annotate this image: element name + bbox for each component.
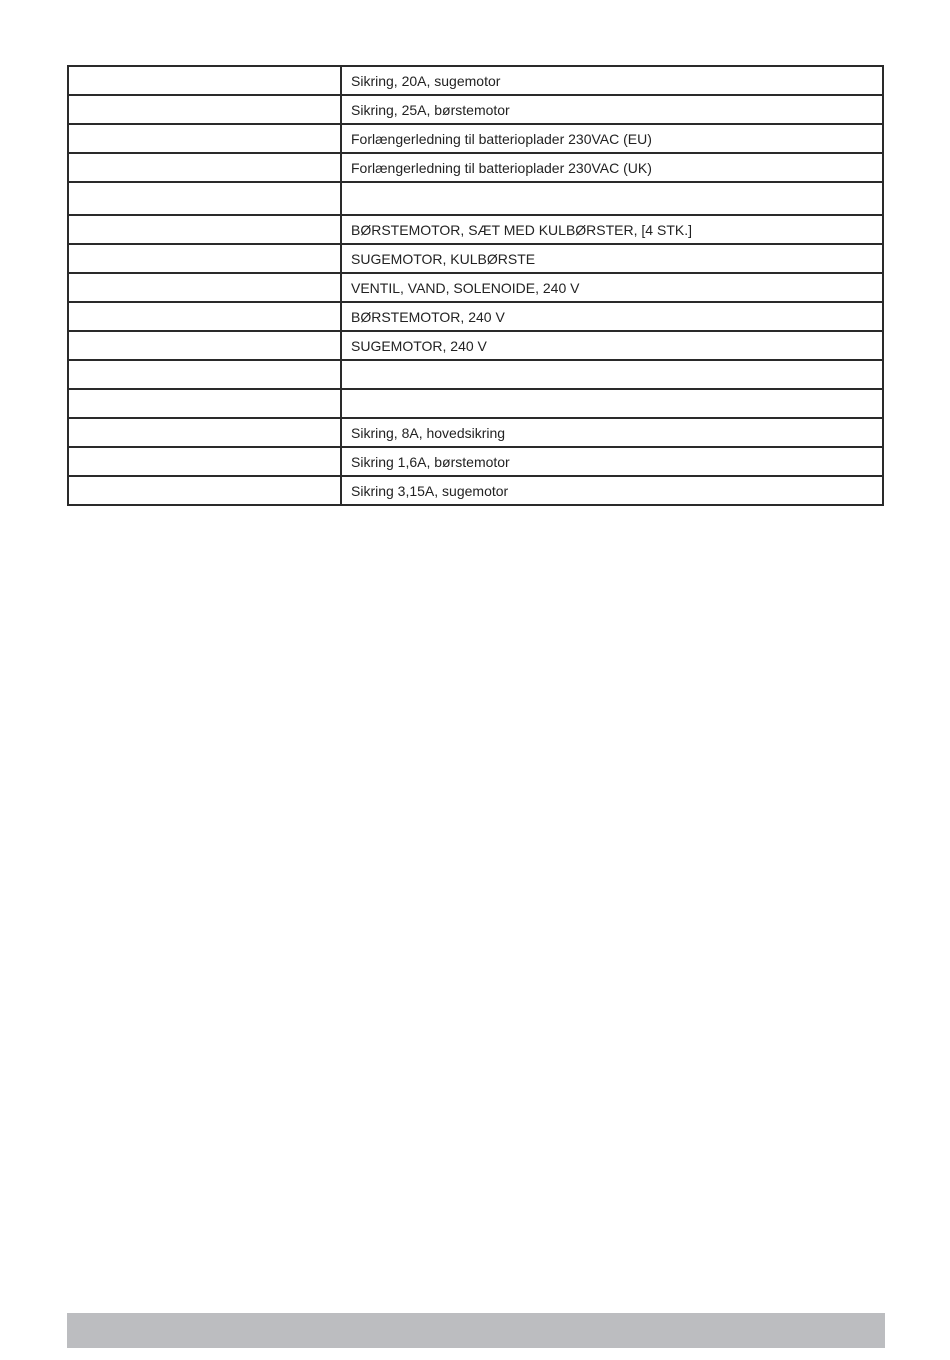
description-cell <box>341 182 883 215</box>
description-cell: Sikring, 25A, børstemotor <box>341 95 883 124</box>
part-number-cell <box>68 182 341 215</box>
part-number-cell <box>68 360 341 389</box>
table-row <box>68 360 883 389</box>
table-row <box>68 302 883 331</box>
parts-table <box>67 65 884 506</box>
part-number-cell <box>68 331 341 360</box>
description-cell: Sikring 3,15A, sugemotor <box>341 476 883 505</box>
description-cell: Forlængerledning til batterioplader 230VAC (EU) <box>341 124 883 153</box>
description-cell: BØRSTEMOTOR, 240 V <box>341 302 883 331</box>
footer-bar <box>67 1313 885 1348</box>
part-number-cell <box>68 389 341 418</box>
table-row <box>68 447 883 476</box>
description-cell: Sikring, 20A, sugemotor <box>341 66 883 95</box>
table-row <box>68 182 883 215</box>
description-cell: VENTIL, VAND, SOLENOIDE, 240 V <box>341 273 883 302</box>
part-number-cell <box>68 273 341 302</box>
part-number-cell <box>68 244 341 273</box>
table-row <box>68 418 883 447</box>
part-number-cell <box>68 302 341 331</box>
description-cell: SUGEMOTOR, KULBØRSTE <box>341 244 883 273</box>
table-row <box>68 476 883 505</box>
table-row <box>68 273 883 302</box>
description-cell: Sikring 1,6A, børstemotor <box>341 447 883 476</box>
table-row <box>68 331 883 360</box>
table-row <box>68 66 883 95</box>
part-number-cell <box>68 66 341 95</box>
table-row <box>68 244 883 273</box>
part-number-cell <box>68 476 341 505</box>
description-cell <box>341 389 883 418</box>
table-row <box>68 153 883 182</box>
description-cell: Sikring, 8A, hovedsikring <box>341 418 883 447</box>
part-number-cell <box>68 215 341 244</box>
description-cell: Forlængerledning til batterioplader 230VAC (UK) <box>341 153 883 182</box>
part-number-cell <box>68 153 341 182</box>
part-number-cell <box>68 447 341 476</box>
description-cell: SUGEMOTOR, 240 V <box>341 331 883 360</box>
part-number-cell <box>68 95 341 124</box>
table-row <box>68 95 883 124</box>
table-row <box>68 389 883 418</box>
description-cell <box>341 360 883 389</box>
part-number-cell <box>68 418 341 447</box>
description-cell: BØRSTEMOTOR, SÆT MED KULBØRSTER, [4 STK.] <box>341 215 883 244</box>
table-row <box>68 124 883 153</box>
table-row <box>68 215 883 244</box>
part-number-cell <box>68 124 341 153</box>
